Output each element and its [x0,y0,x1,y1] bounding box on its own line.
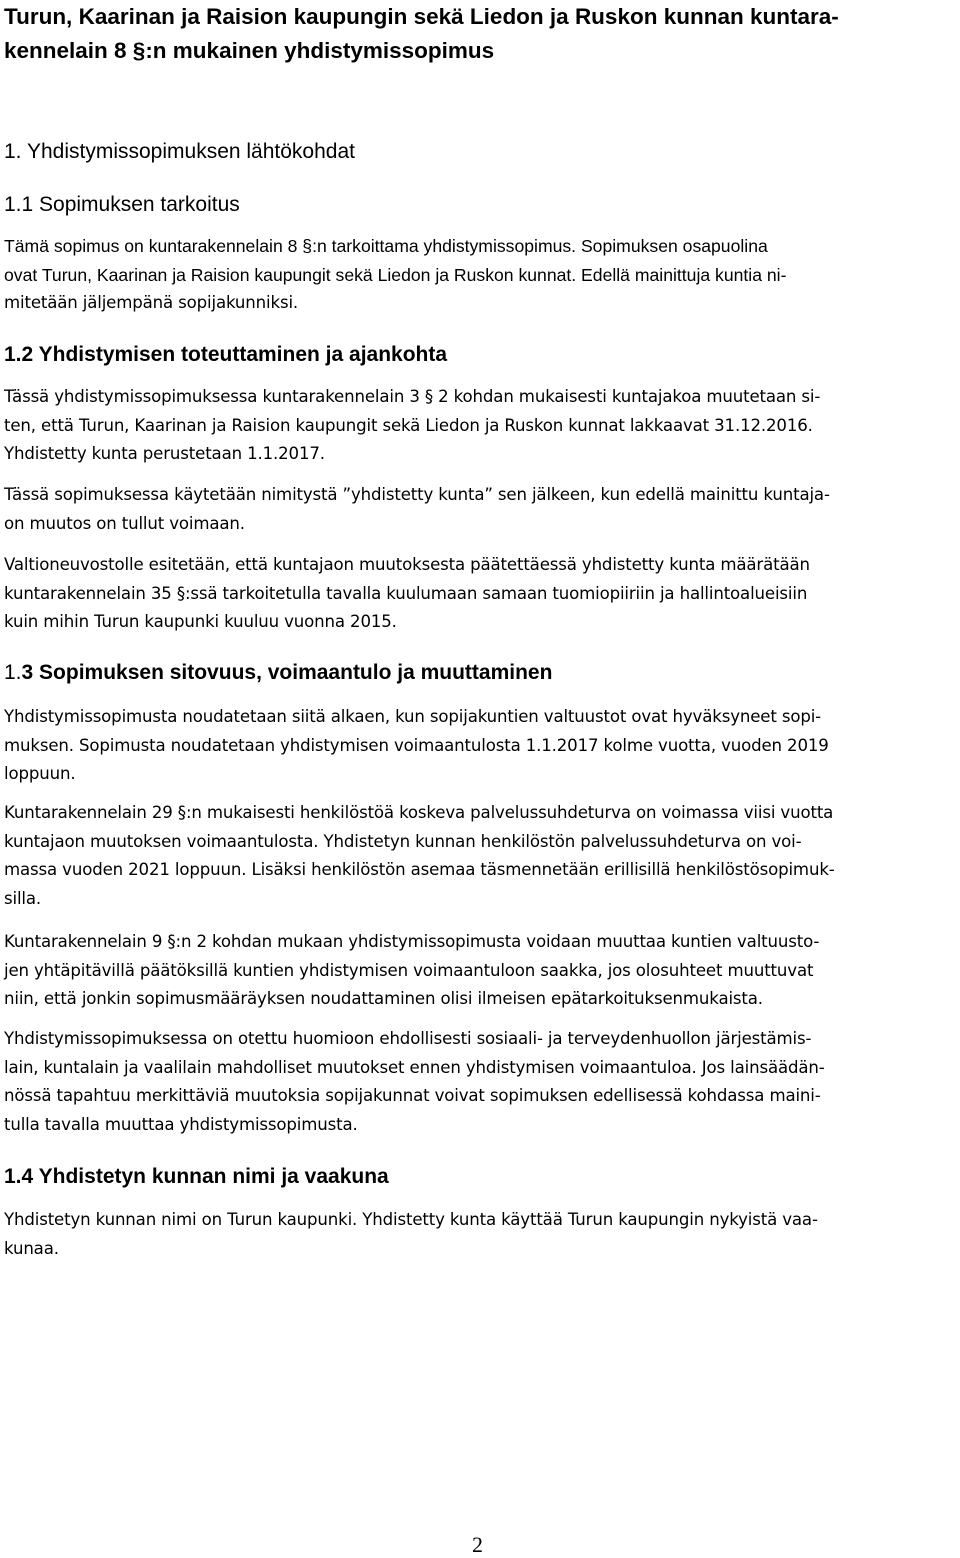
paragraph-1-3-a [4,703,956,789]
text-line: tulla tavalla muuttaa yhdistymissopimusta. [4,1114,358,1134]
text-line: kuntajaon muutoksen voimaantulosta. Yhdistetyn kunnan henkilöstön palvelussuhdeturva on voi- [4,831,802,851]
subsection-heading-1-2: 1.2 Yhdistymisen toteuttaminen ja ajankohta [4,343,448,366]
paragraph-1-3-d [4,1025,956,1139]
text-line: Yhdistymissopimusta noudatetaan siitä alkaen, kun sopijakuntien valtuustot ovat hyväksyneet sopi- [4,707,822,726]
text-line: lain, kuntalain ja vaalilain mahdolliset muutokset ennen yhdistymisen voimaantuloa. Jos lainsäädän- [4,1057,825,1077]
subsection-heading-1-1: 1.1 Sopimuksen tarkoitus [4,193,240,216]
text-line: kuntarakennelain 35 §:ssä tarkoitetulla tavalla kuulumaan samaan tuomiopiiriin ja hallintoalueisiin [4,583,808,603]
text-line: Yhdistetyn kunnan nimi on Turun kaupunki. Yhdistetty kunta käyttää Turun kaupungin nykyistä vaa- [4,1210,818,1229]
text-line: silla. [4,888,42,908]
text-line: Valtioneuvostolle esitetään, että kuntajaon muutoksesta päätettäessä yhdistetty kunta määrätään [4,555,810,574]
paragraph-1-1 [4,232,956,318]
paragraph-1-4 [4,1206,956,1263]
paragraph-1-2-b [4,481,956,538]
text-line: Yhdistymissopimuksessa on otettu huomioon ehdollisesti sosiaali- ja terveydenhuollon järjestämis- [4,1029,812,1048]
text-line: jen yhtäpitävillä päätöksillä kuntien yhdistymisen voimaantuloon saakka, jos olosuhteet muuttuvat [4,960,814,980]
section-heading-1: 1. Yhdistymissopimuksen lähtökohdat [4,140,355,163]
subsection-heading-1-4: 1.4 Yhdistetyn kunnan nimi ja vaakuna [4,1165,389,1188]
text-line: Tässä yhdistymissopimuksessa kuntarakennelain 3 § 2 kohdan mukaisesti kuntajakoa muutetaan si- [4,387,821,406]
text-line: ten, että Turun, Kaarinan ja Raision kaupungit sekä Liedon ja Ruskon kunnat lakkaavat 31.12.2016. [4,415,813,435]
text-line: mitetään jäljempänä sopijakunniksi. [4,293,299,312]
text-line: Kuntarakennelain 9 §:n 2 kohdan mukaan yhdistymissopimusta voidaan muuttaa kuntien valtuusto- [4,932,820,951]
text-line: Kuntarakennelain 29 §:n mukaisesti henkilöstöä koskeva palvelussuhdeturva on voimassa viisi vuotta [4,803,834,822]
paragraph-1-2-a [4,383,956,469]
paragraph-1-3-b [4,799,956,913]
paragraph-1-3-c [4,928,956,1014]
text-line: kunaa. [4,1238,59,1258]
text-line: ovat Turun, Kaarinan ja Raision kaupungit sekä Liedon ja Ruskon kunnat. Edellä mainittuja kuntia ni- [4,264,787,285]
subsection-heading-1-3 [4,661,552,685]
text-line: kuin mihin Turun kaupunki kuuluu vuonna 2015. [4,612,397,631]
text-line: niin, että jonkin sopimusmääräyksen noudattaminen olisi ilmeisen epätarkoituksenmukaista. [4,989,763,1008]
text-line: massa vuoden 2021 loppuun. Lisäksi henkilöstön asemaa täsmennetään erillisillä henkilöstösopimuk- [4,860,835,879]
heading-text: 3 Sopimuksen sitovuus, voimaantulo ja muuttaminen [21,661,553,684]
page-number: 2 [472,1532,483,1557]
heading-number: 1. [4,661,22,684]
text-line: on muutos on tullut voimaan. [4,513,245,533]
text-line: nössä tapahtuu merkittäviä muutoksia sopijakunnat voivat sopimuksen edellisessä kohdassa maini- [4,1086,821,1105]
title-line: Turun, Kaarinan ja Raision kaupungin sekä Liedon ja Ruskon kunnan kuntara- [4,4,839,29]
text-line: Tämä sopimus on kuntarakennelain 8 §:n tarkoittama yhdistymissopimus. Sopimuksen osapuolina [4,236,768,256]
text-line: Yhdistetty kunta perustetaan 1.1.2017. [4,444,325,463]
text-line: muksen. Sopimusta noudatetaan yhdistymisen voimaantulosta 1.1.2017 kolme vuotta, vuoden 2019 [4,735,829,755]
document-title [4,0,954,68]
paragraph-1-2-c [4,551,956,637]
title-line: kennelain 8 §:n mukainen yhdistymissopimus [4,38,495,63]
text-line: loppuun. [4,764,76,783]
text-line: Tässä sopimuksessa käytetään nimitystä ”yhdistetty kunta” sen jälkeen, kun edellä mainittu kuntaja- [4,485,830,504]
